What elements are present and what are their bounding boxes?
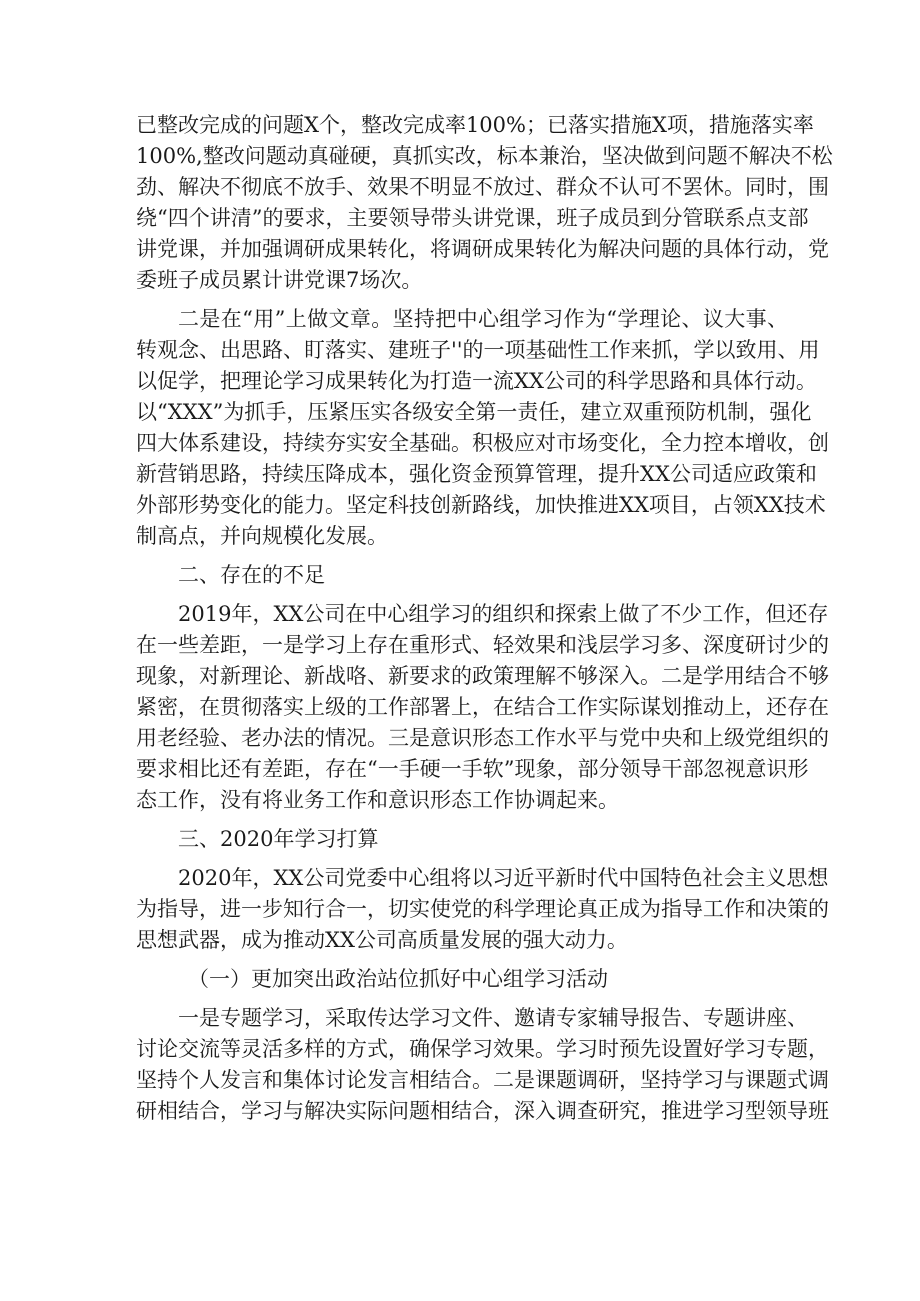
text-line: 研相结合，学习与解决实际问题相结合，深入调查研究，推进学习型领导班 [136,1099,829,1123]
text-line: 2019年，XX公司在中心组学习的组织和探索上做了不少工作，但还存 [178,602,829,626]
text-line: 为指导，进一步知行合一，切实使党的科学理论真正成为指导工作和决策的 [136,897,829,921]
text-line: 外部形势变化的能力。坚定科技创新路线，加快推进XX项目，占领XX技术 [136,493,826,517]
text-line: 思想武器，成为推动XX公司高质量发展的强大动力。 [136,928,628,952]
text-line: 四大体系建设，持续夯实安全基础。积极应对市场变化，全力控本增收，创 [136,431,829,455]
section-heading: 三、2020年学习打算 [178,827,379,851]
text-line: 讲党课，并加强调研成果转化，将调研成果转化为解决问题的具体行动，党 [136,237,829,261]
text-line: 要求相比还有差距，存在“一手硬一手软”现象，部分领导干部忽视意识形 [136,757,809,781]
text-line: 在一些差距，一是学习上存在重形式、轻效果和浅层学习多、深度研讨少的 [136,633,829,657]
text-line: 一是专题学习，采取传达学习文件、邀请专家辅导报告、专题讲座、 [178,1006,808,1030]
paragraph-application [136,304,829,552]
text-line: 讨论交流等灵活多样的方式，确保学习效果。学习时预先设置好学习专题， [136,1037,829,1061]
text-line: 转观念、出思路、盯落实、建班子''的一项基础性工作来抓，学以致用、用 [136,338,820,362]
paragraph-special-study [136,1003,829,1127]
section-heading-shortcomings [136,560,788,591]
text-line: 坚持个人发言和集体讨论发言相结合。二是课题调研，坚持学习与课题式调 [136,1068,829,1092]
subsection-heading-political-stance [136,964,788,995]
text-line: 已整改完成的问题X个，整改完成率100%；已落实措施X项，措施落实率 [136,113,814,137]
text-line: 2020年，XX公司党委中心组将以习近平新时代中国特色社会主义思想 [178,866,829,890]
subsection-heading: （一）更加突出政治站位抓好中心组学习活动 [188,967,608,991]
section-heading-plan [136,824,788,855]
text-line: 制高点，并向规模化发展。 [136,524,388,548]
paragraph-rectification-results [136,110,833,296]
text-line: 劲、解决不彻底不放手、效果不明显不放过、群众不认可不罢休。同时，围 [136,175,829,199]
text-line: 紧密，在贯彻落实上级的工作部署上，在结合工作实际谋划推动上，还存在 [136,695,829,719]
document-body [136,110,833,1135]
paragraph-plan-intro [136,863,829,956]
text-line: 绕“四个讲清”的要求，主要领导带头讲党课，班子成员到分管联系点支部 [136,206,809,230]
text-line: 现象，对新理论、新战咯、新要求的政策理解不够深入。二是学用结合不够 [136,664,829,688]
section-heading: 二、存在的不足 [178,563,325,587]
text-line: 100%,整改问题动真碰硬，真抓实改，标本兼治，坚决做到问题不解决不松 [136,144,833,168]
text-line: 以“XXX”为抓手，压紧压实各级安全第一责任，建立双重预防机制，强化 [136,400,812,424]
paragraph-shortcomings [136,599,829,816]
text-line: 委班子成员累计讲党课7场次。 [136,268,423,292]
text-line: 态工作，没有将业务工作和意识形态工作协调起来。 [136,788,619,812]
text-line: 二是在“用”上做文章。坚持把中心组学习作为“学理论、议大事、 [178,307,788,331]
text-line: 用老经验、老办法的情况。三是意识形态工作水平与党中央和上级党组织的 [136,726,829,750]
text-line: 新营销思路，持续压降成本，强化资金预算管理，提升XX公司适应政策和 [136,462,817,486]
text-line: 以促学，把理论学习成果转化为打造一流XX公司的科学思路和具体行动。 [136,369,817,393]
